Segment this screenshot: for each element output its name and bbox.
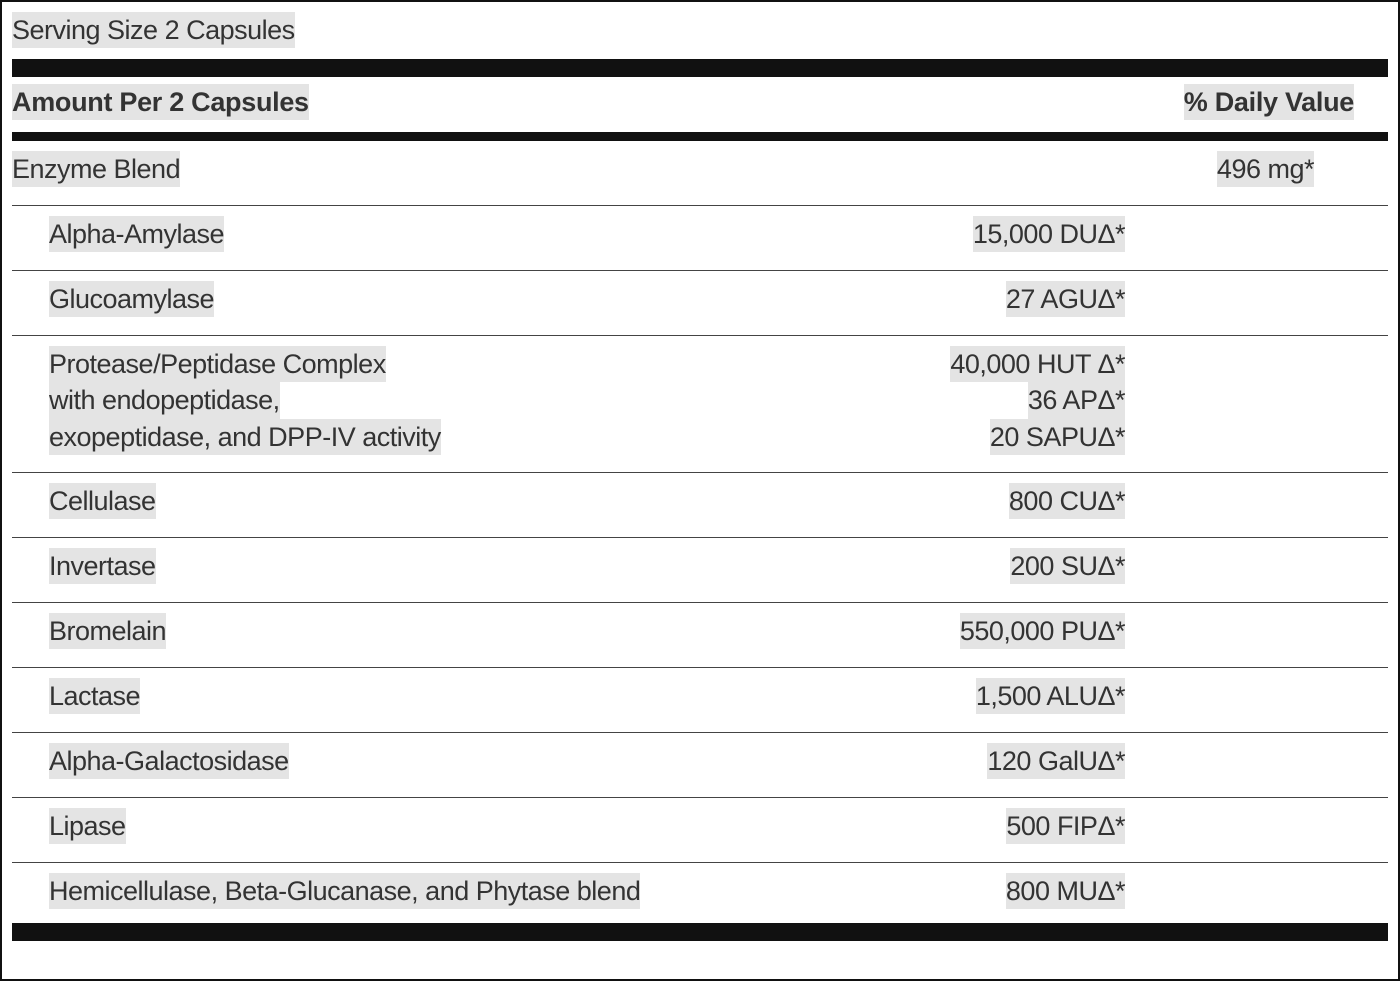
ingredient-name xyxy=(49,346,441,455)
ingredient-amount-line: 15,000 DUΔ* xyxy=(973,216,1125,252)
thick-divider-top xyxy=(12,59,1388,77)
ingredient-name xyxy=(49,873,640,909)
thick-divider-header xyxy=(12,132,1388,141)
ingredient-amount xyxy=(1010,548,1125,584)
ingredient-amount-line: 1,500 ALUΔ* xyxy=(976,678,1125,714)
ingredient-row xyxy=(12,603,1388,668)
ingredient-name-line: Glucoamylase xyxy=(49,281,214,317)
ingredient-amount-line: 500 FIPΔ* xyxy=(1006,808,1125,844)
ingredient-amount xyxy=(1009,483,1125,519)
ingredient-amount xyxy=(950,346,1125,455)
ingredient-row xyxy=(12,206,1388,271)
blend-name: Enzyme Blend xyxy=(12,151,180,187)
daily-value-header: % Daily Value xyxy=(1184,84,1354,120)
ingredient-amount-line: 800 CUΔ* xyxy=(1009,483,1125,519)
ingredient-name-line: Lactase xyxy=(49,678,140,714)
ingredient-name xyxy=(49,808,126,844)
ingredient-name-line: Cellulase xyxy=(49,483,156,519)
ingredient-amount-line: 120 GalUΔ* xyxy=(987,743,1125,779)
ingredient-row xyxy=(12,733,1388,798)
ingredient-row xyxy=(12,863,1388,928)
ingredient-name xyxy=(49,743,289,779)
ingredient-name-line: Invertase xyxy=(49,548,156,584)
ingredient-name-line: Bromelain xyxy=(49,613,166,649)
ingredient-amount xyxy=(987,743,1125,779)
ingredient-amount-line: 800 MUΔ* xyxy=(1006,873,1125,909)
ingredient-amount xyxy=(960,613,1125,649)
ingredient-row xyxy=(12,473,1388,538)
ingredient-row xyxy=(12,271,1388,336)
ingredient-amount xyxy=(1006,873,1125,909)
ingredient-name xyxy=(49,613,166,649)
ingredient-name-line: with endopeptidase, xyxy=(49,382,280,418)
ingredient-amount xyxy=(1006,281,1125,317)
ingredient-name xyxy=(49,281,214,317)
blend-row xyxy=(12,141,1388,206)
ingredient-amount xyxy=(976,678,1125,714)
ingredient-row xyxy=(12,336,1388,473)
ingredient-name-line: exopeptidase, and DPP-IV activity xyxy=(49,419,441,455)
ingredient-amount-line: 40,000 HUT Δ* xyxy=(950,346,1125,382)
amount-per-serving-header: Amount Per 2 Capsules xyxy=(12,84,309,120)
ingredient-name-line: Alpha-Amylase xyxy=(49,216,224,252)
ingredient-amount-line: 550,000 PUΔ* xyxy=(960,613,1125,649)
ingredient-name xyxy=(49,678,140,714)
ingredient-row xyxy=(12,798,1388,863)
ingredient-amount-line: 20 SAPUΔ* xyxy=(990,419,1125,455)
serving-size: Serving Size 2 Capsules xyxy=(12,12,295,48)
ingredient-name xyxy=(49,483,156,519)
ingredient-name-line: Hemicellulase, Beta-Glucanase, and Phytase blend xyxy=(49,873,640,909)
ingredient-name xyxy=(49,548,156,584)
ingredient-amount-line: 200 SUΔ* xyxy=(1010,548,1125,584)
ingredient-row xyxy=(12,538,1388,603)
ingredient-amount xyxy=(973,216,1125,252)
ingredient-list xyxy=(12,206,1388,928)
ingredient-name-line: Lipase xyxy=(49,808,126,844)
ingredient-name-line: Protease/Peptidase Complex xyxy=(49,346,386,382)
thick-divider-bottom xyxy=(12,923,1388,941)
ingredient-name xyxy=(49,216,224,252)
ingredient-amount-line: 36 APΔ* xyxy=(1028,382,1125,418)
ingredient-name-line: Alpha-Galactosidase xyxy=(49,743,289,779)
ingredient-amount xyxy=(1006,808,1125,844)
ingredient-amount-line: 27 AGUΔ* xyxy=(1006,281,1125,317)
blend-amount: 496 mg* xyxy=(1217,151,1314,187)
ingredient-row xyxy=(12,668,1388,733)
